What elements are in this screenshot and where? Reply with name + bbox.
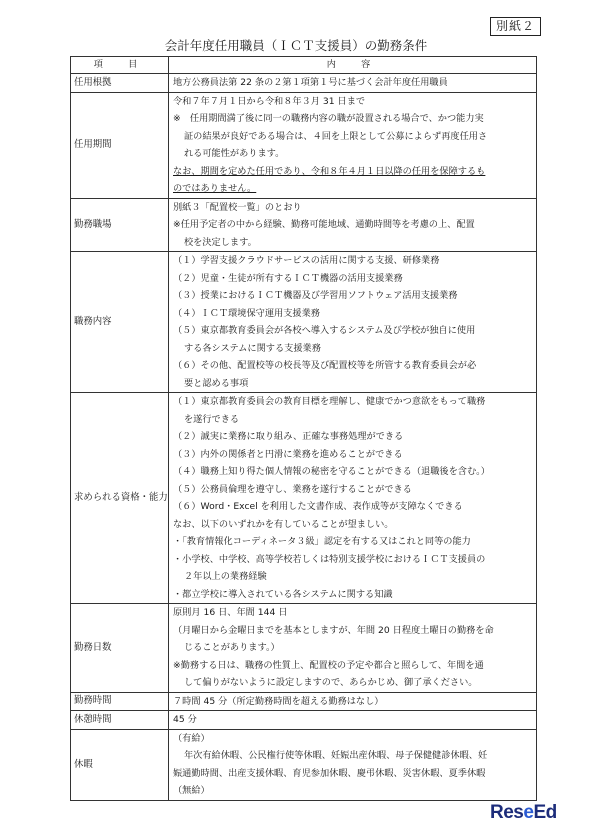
qualification-line: （３）内外の関係者と円滑に業務を進めることができる xyxy=(173,448,403,460)
workplace-line: 校を決定します。 xyxy=(184,236,257,248)
duty-line: （３）授業におけるＩＣＴ機器及び学習用ソフトウェア活用支援業務 xyxy=(173,290,458,301)
row-content-break xyxy=(169,711,537,730)
attachment-label: 別紙２ xyxy=(490,17,541,36)
qualification-line: （４）職務上知り得た個人情報の秘密を守ることができる（退職後を含む。） xyxy=(173,466,490,477)
qualification-line: （１）東京都教育委員会の教育目標を理解し、健康でかつ意欲をもって職務 xyxy=(173,396,486,407)
row-label-workplace: 勤務職場 xyxy=(71,198,169,252)
workdays-line: ※勤務する日は、職務の性質上、配置校の予定や都合と照らして、年間を通 xyxy=(173,659,484,671)
break-line: 45 分 xyxy=(173,714,197,725)
qualification-line: （２）誠実に業務に取り組み、正確な事務処理ができる xyxy=(173,431,404,442)
table-row xyxy=(71,711,537,730)
qualification-line: ・都立学校に導入されている各システムに関する知識 xyxy=(173,588,393,600)
table-row xyxy=(71,252,537,393)
watermark-logo xyxy=(490,802,557,824)
period-line: ※ 任用期間満了後に同一の職務内容の職が設置される場合で、かつ能力実 xyxy=(173,113,484,124)
duty-line: （２）児童・生徒が所有するＩＣＴ機器の活用支援業務 xyxy=(173,272,403,284)
watermark-text-part: Res xyxy=(490,802,524,823)
qualification-line: ２年以上の業務経験 xyxy=(184,571,267,582)
qualification-line: を遂行できる xyxy=(184,413,240,425)
table-row xyxy=(71,692,537,711)
period-line: れる可能性があります。 xyxy=(184,148,285,159)
period-note-line: なお、期間を定めた任用であり、令和８年４月１日以降の任用を保障するも xyxy=(173,165,486,177)
duty-line: （４）ＩＣＴ環境保守運用支援業務 xyxy=(173,307,320,319)
duty-line: する各システムに関する支援業務 xyxy=(184,342,321,354)
row-content-basis xyxy=(169,74,537,93)
leave-line: （有給） xyxy=(173,732,210,744)
table-row xyxy=(71,604,537,693)
period-line: 証の結果が良好である場合は、４回を上限として公募によらず再度任用さ xyxy=(184,130,488,142)
period-line: 令和７年７月１日から令和８年３月 31 日まで xyxy=(173,95,366,107)
leave-line: 娠通勤時間、出産支援休暇、育児参加休暇、慶弔休暇、災害休暇、夏季休暇 xyxy=(173,767,486,779)
duty-line: （６）その他、配置校等の校長等及び配置校等を所管する教育委員会が必 xyxy=(173,360,477,371)
row-content-duties xyxy=(169,252,537,393)
workdays-line: （月曜日から金曜日までを基本としますが、年間 20 日程度土曜日の勤務を命 xyxy=(173,624,494,636)
qualification-line: ・「教育情報化コーディネータ３級」認定を有する又はこれと同等の能力 xyxy=(173,536,471,547)
qualification-line: （６）Word・Excel を利用した文書作成、表作成等が支障なくできる xyxy=(173,501,463,512)
row-label-basis: 任用根拠 xyxy=(71,74,169,93)
qualification-line: （５）公務員倫理を遵守し、業務を遂行することができる xyxy=(173,483,412,495)
header-content: 内 容 xyxy=(169,57,537,74)
duty-line: （１）学習支援クラウドサービスの活用に関する支援、研修業務 xyxy=(173,255,440,266)
row-label-leave: 休暇 xyxy=(71,729,169,800)
workdays-line: じることがあります。） xyxy=(184,642,280,653)
row-content-workplace xyxy=(169,198,537,252)
leave-line: 年次有給休暇、公民権行使等休暇、妊娠出産休暇、母子保健健診休暇、妊 xyxy=(184,750,488,761)
period-note-line: のではありません。 xyxy=(173,183,257,194)
table-row xyxy=(71,729,537,800)
conditions-table xyxy=(70,56,537,801)
row-content-workdays xyxy=(169,604,537,693)
table-row xyxy=(71,393,537,604)
workdays-line: して偏りがないように設定しますので、あらかじめ、御了承ください。 xyxy=(184,677,478,688)
watermark-text-part: e xyxy=(523,802,534,823)
workplace-line: 別紙３「配置校一覧」のとおり xyxy=(173,201,302,213)
duty-line: 要と認める事項 xyxy=(184,377,249,389)
table-row xyxy=(71,92,537,198)
row-label-qualifications: 求められる資格・能力 xyxy=(71,393,169,604)
duty-line: （５）東京都教育委員会が各校へ導入するシステム及び学校が独自に使用 xyxy=(173,325,476,336)
row-label-hours: 勤務時間 xyxy=(71,692,169,711)
row-label-duties: 職務内容 xyxy=(71,252,169,393)
leave-line: （無給） xyxy=(173,785,210,796)
workdays-line: 原則月 16 日、年間 144 日 xyxy=(173,607,288,618)
row-label-period: 任用期間 xyxy=(71,92,169,198)
watermark-text-part: Ed xyxy=(533,802,557,823)
hours-line: ７時間 45 分（所定勤務時間を超える勤務はなし） xyxy=(173,695,384,707)
table-row xyxy=(71,74,537,93)
row-content-hours xyxy=(169,692,537,711)
header-item: 項 目 xyxy=(71,57,169,74)
qualification-line: ・小学校、中学校、高等学校若しくは特別支援学校におけるＩＣＴ支援員の xyxy=(173,553,486,565)
document-title: 会計年度任用職員（ＩＣＴ支援員）の勤務条件 xyxy=(164,38,428,53)
row-content-leave xyxy=(169,729,537,800)
row-label-workdays: 勤務日数 xyxy=(71,604,169,693)
row-label-break: 休憩時間 xyxy=(71,711,169,730)
table-header-row xyxy=(71,57,537,74)
basis-line: 地方公務員法第 22 条の２第１項第１号に基づく会計年度任用職員 xyxy=(173,77,448,88)
qualification-line: なお、以下のいずれかを有していることが望ましい。 xyxy=(173,518,394,530)
row-content-qualifications xyxy=(169,393,537,604)
table-row xyxy=(71,198,537,252)
row-content-period xyxy=(169,92,537,198)
workplace-line: ※任用予定者の中から経験、勤務可能地域、通勤時間等を考慮の上、配置 xyxy=(173,219,475,230)
